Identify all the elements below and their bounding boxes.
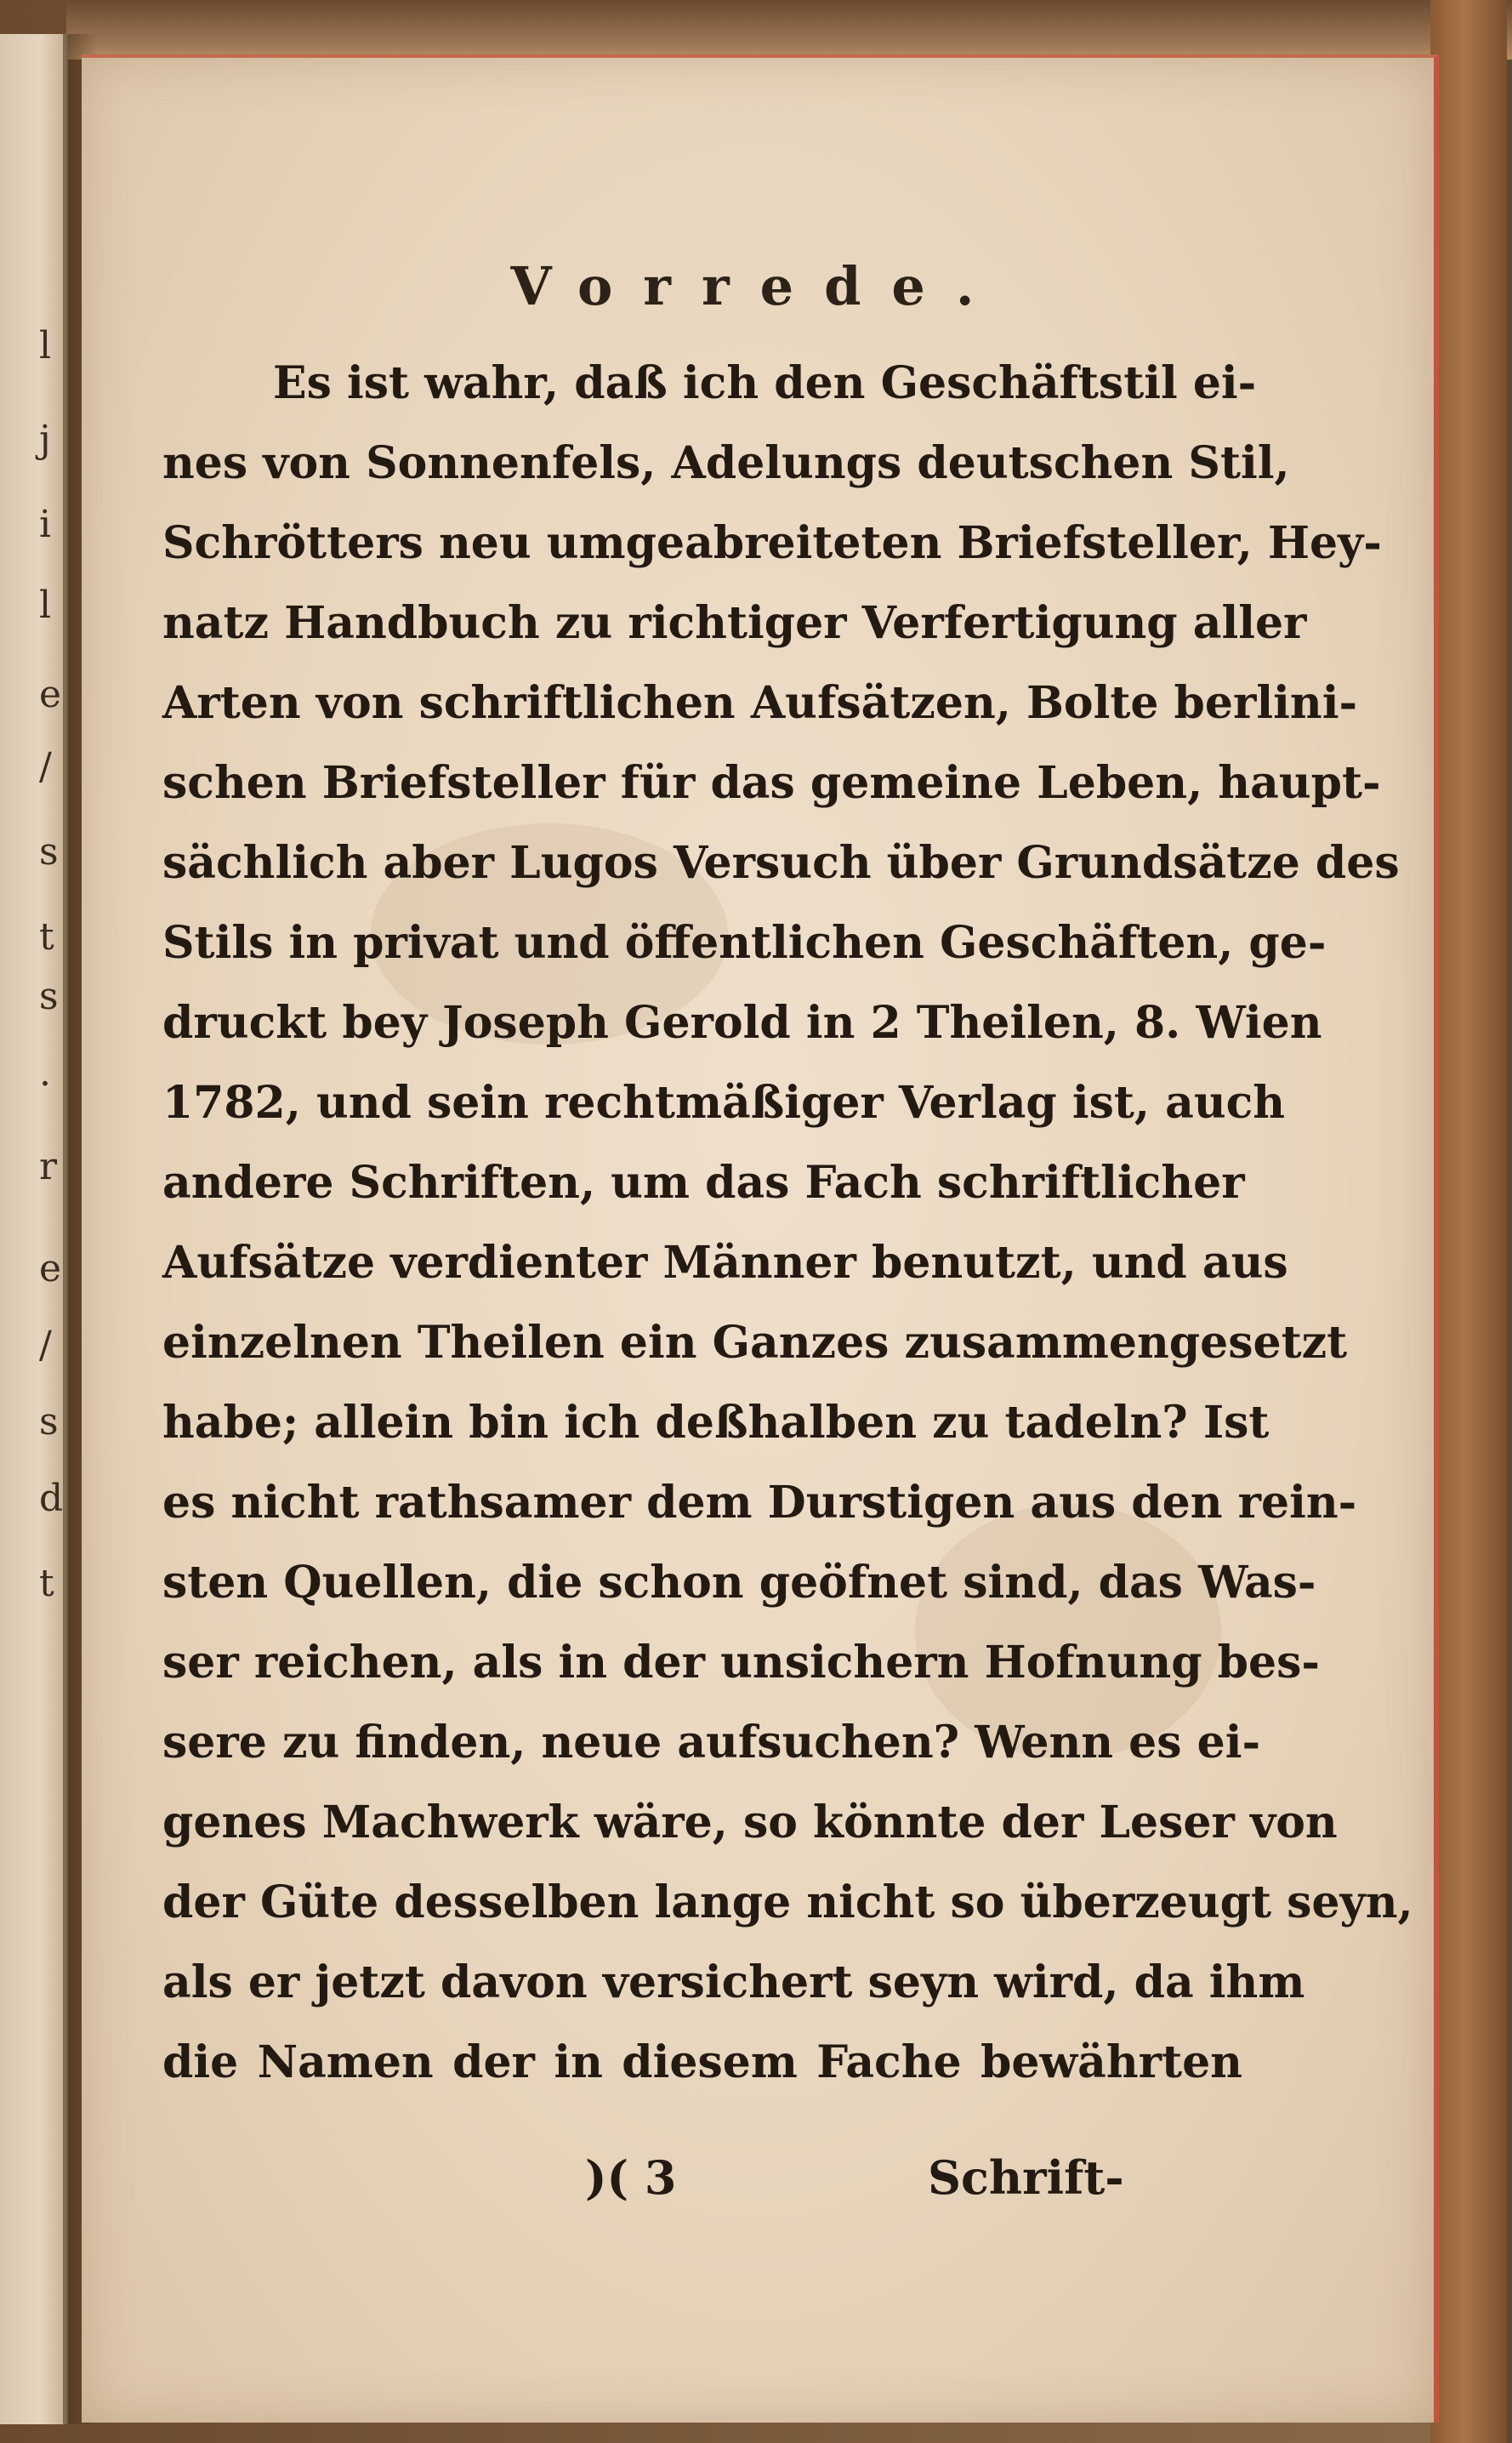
- body-text: [162, 344, 1413, 2103]
- left-page-letter: i: [39, 503, 52, 546]
- text-line: schen Briefsteller für das gemeine Leben, haupt-: [162, 757, 1381, 809]
- text-line: sten Quellen, die schon geöfnet sind, das Was-: [162, 1557, 1316, 1609]
- left-page-letter: r: [39, 1145, 58, 1188]
- text-line: Stils in privat und öffentlichen Geschäften, ge-: [162, 917, 1327, 969]
- left-page-letter: /: [39, 1324, 52, 1367]
- left-page-letter: s: [39, 975, 59, 1018]
- text-line: Schrötters neu umgeabreiteten Briefsteller, Hey-: [162, 517, 1382, 569]
- text-line: Aufsätze verdienter Männer benutzt, und aus: [162, 1237, 1288, 1289]
- right-page: [82, 54, 1439, 2423]
- book-cover-right-edge: [1430, 0, 1507, 2443]
- text-line: 1782, und sein rechtmäßiger Verlag ist, auch: [162, 1077, 1286, 1129]
- page-footer: [82, 2150, 1434, 2218]
- left-page-letter: /: [39, 745, 52, 789]
- left-page-letter: e: [39, 1247, 62, 1290]
- left-page-letter: t: [39, 1562, 54, 1605]
- book-cover-top-edge: [66, 0, 1512, 60]
- running-head: Vorrede.: [510, 255, 1005, 317]
- left-page-letter: t: [39, 915, 54, 959]
- left-page-letter-fragments: [17, 34, 66, 2424]
- left-page-letter: j: [39, 418, 51, 461]
- text-line: Arten von schriftlichen Aufsätzen, Bolte berlini-: [162, 677, 1358, 729]
- left-page-letter: .: [39, 1051, 51, 1095]
- left-page-letter: s: [39, 1400, 59, 1444]
- left-page-letter: l: [39, 584, 52, 627]
- left-page-edge: [0, 34, 68, 2424]
- text-line: ser reichen, als in der unsichern Hofnung bes-: [162, 1637, 1320, 1688]
- text-line: einzelnen Theilen ein Ganzes zusammengesetzt: [162, 1317, 1348, 1369]
- text-line: natz Handbuch zu richtiger Verfertigung aller: [162, 597, 1307, 649]
- text-line: die Namen der in diesem Fache bewährten: [162, 2036, 1242, 2088]
- text-line: andere Schriften, um das Fach schriftlicher: [162, 1157, 1245, 1209]
- text-line: Es ist wahr, daß ich den Geschäftstil ei-: [273, 357, 1257, 409]
- text-line: nes von Sonnenfels, Adelungs deutschen Stil,: [162, 437, 1290, 489]
- left-page-letter: d: [39, 1477, 64, 1520]
- catchword: Schrift-: [928, 2150, 1124, 2205]
- left-page-letter: e: [39, 673, 62, 716]
- text-line: sächlich aber Lugos Versuch über Grundsätze des: [162, 837, 1400, 889]
- text-line: habe; allein bin ich deßhalben zu tadeln? Ist: [162, 1397, 1270, 1449]
- left-page-letter: l: [39, 324, 52, 367]
- text-line: es nicht rathsamer dem Durstigen aus den rein-: [162, 1477, 1357, 1529]
- text-line: genes Machwerk wäre, so könnte der Leser von: [162, 1797, 1338, 1848]
- text-line: als er jetzt davon versichert seyn wird, da ihm: [162, 1956, 1305, 2008]
- text-line: druckt bey Joseph Gerold in 2 Theilen, 8. Wien: [162, 997, 1322, 1049]
- signature-mark: )( 3: [585, 2150, 677, 2205]
- text-line: der Güte desselben lange nicht so überzeugt seyn,: [162, 1876, 1413, 1928]
- left-page-letter: s: [39, 830, 59, 874]
- text-line: sere zu finden, neue aufsuchen? Wenn es ei-: [162, 1717, 1261, 1768]
